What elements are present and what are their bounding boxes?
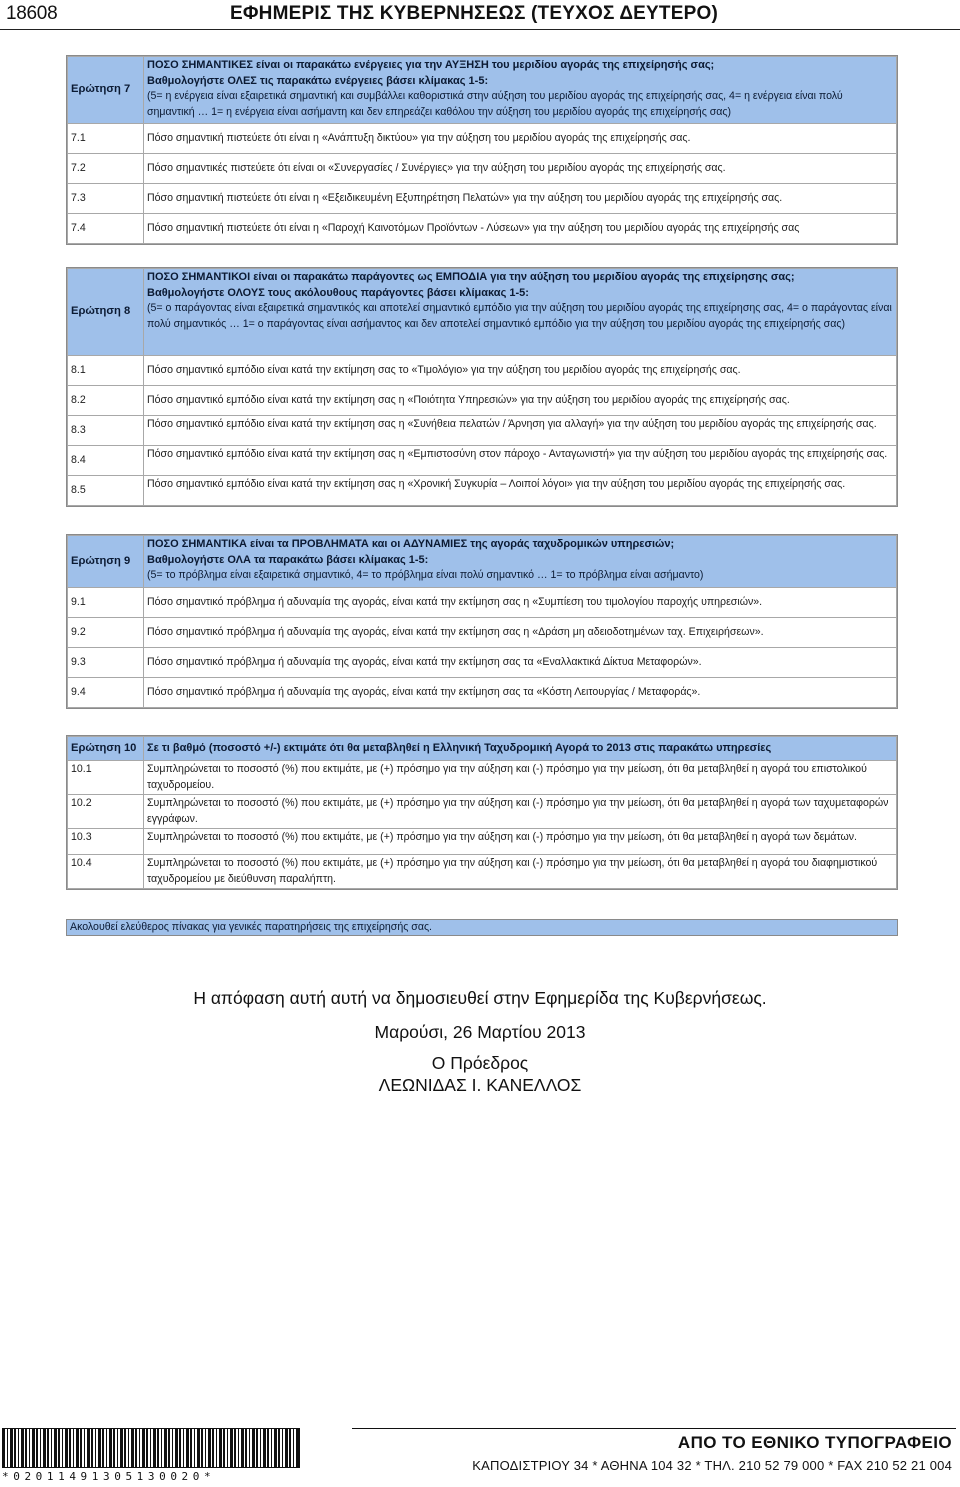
question-7-label: Ερώτηση 7 (68, 57, 144, 124)
question-7-scale: (5= η ενέργεια είναι εξαιρετικά σημαντική και συμβάλλει καθοριστικά στην αύξηση του μεριδίου αγοράς της επιχείρησής σας, 4= η ενέργεια είναι πολύ σημαντική … 1= η ενέργεια είναι ασήμαντη και δεν επηρεάζει καθόλου την αύξηση του μεριδίου αγοράς της επιχείρησής σας) (147, 90, 843, 118)
item-text: Πόσο σημαντική πιστεύετε ότι είναι η «Ανάπτυξη δικτύου» για την αύξηση του μεριδίου αγοράς της επιχείρησής σας. (144, 124, 897, 154)
printer-address: ΚΑΠΟΔΙΣΤΡΙΟΥ 34 * ΑΘΗΝΑ 104 32 * ΤΗΛ. 210 52 79 000 * FAX 210 52 21 004 (472, 1458, 952, 1473)
item-text: Πόσο σημαντικό πρόβλημα ή αδυναμία της αγοράς, είναι κατά την εκτίμηση σας η «Συμπίεση του τιμολογίου παροχής υπηρεσιών». (144, 588, 897, 618)
question-7-table (66, 55, 898, 245)
item-text: Πόσο σημαντικό εμπόδιο είναι κατά την εκτίμηση σας η «Συνήθεια πελατών / Άρνηση για αλλαγή» για την αύξηση του μεριδίου αγοράς της επιχείρησής σας. (144, 416, 897, 446)
item-text: Πόσο σημαντικές πιστεύετε ότι είναι οι «Συνεργασίες / Συνέργιες» για την αύξηση του μεριδίου αγοράς της επιχείρησής σας. (144, 154, 897, 184)
table-row (68, 124, 897, 154)
item-number: 7.2 (68, 154, 144, 184)
item-text: Πόσο σημαντικό πρόβλημα ή αδυναμία της αγοράς, είναι κατά την εκτίμηση σας η «Δράση μη αδειοδοτημένων ταχ. Επιχειρήσεων». (144, 618, 897, 648)
item-number: 8.2 (68, 386, 144, 416)
publication-statement: Η απόφαση αυτή αυτή να δημοσιευθεί στην Εφημερίδα της Κυβερνήσεως. (193, 988, 767, 1008)
table-row (68, 416, 897, 446)
item-text: Συμπληρώνεται το ποσοστό (%) που εκτιμάτε, με (+) πρόσημο για την αύξηση και (-) πρόσημο για την μείωση, ότι θα μεταβληθεί η αγορά των ταχυμεταφορών εγγράφων. (144, 795, 897, 829)
question-10-label: Ερώτηση 10 (68, 737, 144, 761)
question-10-prompt (144, 737, 897, 761)
table-row (68, 678, 897, 708)
question-9-header (68, 536, 897, 588)
item-number: 9.1 (68, 588, 144, 618)
table-row (68, 476, 897, 506)
item-number: 8.4 (68, 446, 144, 476)
table-row (68, 214, 897, 244)
page-number: 18608 (6, 3, 58, 24)
signatory-name: ΛΕΩΝΙΔΑΣ Ι. ΚΑΝΕΛΛΟΣ (378, 1075, 582, 1095)
item-number: 8.1 (68, 356, 144, 386)
item-text: Πόσο σημαντικό εμπόδιο είναι κατά την εκτίμηση σας η «Χρονική Συγκυρία – Λοιποί λόγοι» για την αύξηση του μεριδίου αγοράς της επιχείρησής σας. (144, 476, 897, 506)
question-8-header (68, 269, 897, 356)
item-number: 10.3 (68, 829, 144, 855)
question-9-line2: Βαθμολογήστε ΟΛΑ τα παρακάτω βάσει κλίμακας 1-5: (147, 553, 429, 566)
item-number: 10.2 (68, 795, 144, 829)
question-10-table (66, 735, 898, 890)
general-remarks-note: Ακολουθεί ελεύθερος πίνακας για γενικές παρατηρήσεις της επιχείρησής σας. (66, 919, 898, 936)
signatory-role: Ο Πρόεδρος (431, 1053, 529, 1073)
item-text: Πόσο σημαντικό πρόβλημα ή αδυναμία της αγοράς, είναι κατά την εκτίμηση σας τα «Κόστη Λειτουργίας / Μεταφοράς». (144, 678, 897, 708)
item-text: Συμπληρώνεται το ποσοστό (%) που εκτιμάτε, με (+) πρόσημο για την αύξηση και (-) πρόσημο για την μείωση, ότι θα μεταβληθεί η αγορά του διαφημιστικού ταχυδρομείου με διεύθυνση παραλήπτη. (144, 855, 897, 889)
question-10-header (68, 737, 897, 761)
question-8-line2: Βαθμολογήστε ΟΛΟΥΣ τους ακόλουθους παράγοντες βάσει κλίμακας 1-5: (147, 286, 529, 299)
item-number: 9.3 (68, 648, 144, 678)
item-number: 9.2 (68, 618, 144, 648)
table-row (68, 154, 897, 184)
item-text: Πόσο σημαντική πιστεύετε ότι είναι η «Εξειδικευμένη Εξυπηρέτηση Πελατών» για την αύξηση του μεριδίου αγοράς της επιχείρησής σας. (144, 184, 897, 214)
question-8-table (66, 267, 898, 507)
question-9-prompt (144, 536, 897, 588)
table-row (68, 855, 897, 889)
table-row (68, 761, 897, 795)
gazette-title: ΕΦΗΜΕΡΙΣ ΤΗΣ ΚΥΒΕΡΝΗΣΕΩΣ (ΤΕΥΧΟΣ ΔΕΥΤΕΡΟ) (230, 3, 718, 24)
item-number: 9.4 (68, 678, 144, 708)
item-number: 10.1 (68, 761, 144, 795)
item-number: 7.1 (68, 124, 144, 154)
question-9-table (66, 534, 898, 709)
question-7-line1: ΠΟΣΟ ΣΗΜΑΝΤΙΚΕΣ είναι οι παρακάτω ενέργειες για την ΑΥΞΗΣΗ του μεριδίου αγοράς της επιχείρησής σας; (147, 59, 715, 71)
question-8-scale: (5= ο παράγοντας είναι εξαιρετικά σημαντικός και αποτελεί σημαντικό εμπόδιο για την αύξηση του μεριδίου αγοράς της επιχείρησης σας, 4= ο παράγοντας είναι πολύ σημαντικός … 1= ο παράγοντας είναι ασήμαντος και δεν αποτελεί σημαντικό εμπόδιο για την αύξηση του μεριδίου αγοράς της επιχείρησής σας) (147, 302, 892, 330)
item-text: Πόσο σημαντικό εμπόδιο είναι κατά την εκτίμηση σας η «Εμπιστοσύνη στον πάροχο - Ανταγωνιστή» για την αύξηση του μεριδίου αγοράς της επιχείρησής σας. (144, 446, 897, 476)
question-7-line2: Βαθμολογήστε ΟΛΕΣ τις παρακάτω ενέργειες βάσει κλίμακας 1-5: (147, 74, 489, 87)
item-text: Πόσο σημαντικό εμπόδιο είναι κατά την εκτίμηση σας το «Τιμολόγιο» για την αύξηση του μεριδίου αγοράς της επιχείρησής σας. (144, 356, 897, 386)
table-row (68, 618, 897, 648)
printer-info (352, 1428, 956, 1478)
question-9-label: Ερώτηση 9 (68, 536, 144, 588)
item-text: Πόσο σημαντική πιστεύετε ότι είναι η «Παροχή Καινοτόμων Προϊόντων - Λύσεων» για την αύξηση του μεριδίου αγοράς της επιχείρησής σας (144, 214, 897, 244)
barcode-bars (2, 1428, 300, 1468)
question-7-header (68, 57, 897, 124)
table-row (68, 588, 897, 618)
place-date: Μαρούσι, 26 Μαρτίου 2013 (374, 1022, 586, 1042)
item-text: Πόσο σημαντικό πρόβλημα ή αδυναμία της αγοράς, είναι κατά την εκτίμηση σας τα «Εναλλακτικά Δίκτυα Μεταφορών». (144, 648, 897, 678)
table-row (68, 386, 897, 416)
table-row (68, 446, 897, 476)
page-header (0, 0, 960, 30)
barcode-digits: *02011491305130020* (2, 1470, 216, 1483)
item-number: 8.3 (68, 416, 144, 446)
question-9-line1: ΠΟΣΟ ΣΗΜΑΝΤΙΚΑ είναι τα ΠΡΟΒΛΗΜΑΤΑ και οι ΑΔΥΝΑΜΙΕΣ της αγοράς ταχυδρομικών υπηρεσιών; (147, 538, 675, 550)
question-7-prompt (144, 57, 897, 124)
table-row (68, 356, 897, 386)
item-number: 7.3 (68, 184, 144, 214)
question-8-label: Ερώτηση 8 (68, 269, 144, 356)
item-text: Συμπληρώνεται το ποσοστό (%) που εκτιμάτε, με (+) πρόσημο για την αύξηση και (-) πρόσημο για την μείωση, ότι θα μεταβληθεί η αγορά του επιστολικού ταχυδρομείου. (144, 761, 897, 795)
question-8-line1: ΠΟΣΟ ΣΗΜΑΝΤΙΚΟΙ είναι οι παρακάτω παράγοντες ως ΕΜΠΟΔΙΑ για την αύξηση του μεριδίου αγοράς της επιχείρησης σας; (147, 271, 795, 283)
question-8-prompt (144, 269, 897, 356)
question-9-scale: (5= το πρόβλημα είναι εξαιρετικά σημαντικό, 4= το πρόβλημα είναι πολύ σημαντικό … 1= το πρόβλημα είναι ασήμαντο) (147, 569, 704, 581)
item-number: 8.5 (68, 476, 144, 506)
item-number: 10.4 (68, 855, 144, 889)
table-row (68, 184, 897, 214)
barcode (2, 1428, 300, 1484)
table-row (68, 648, 897, 678)
item-text: Πόσο σημαντικό εμπόδιο είναι κατά την εκτίμηση σας η «Ποιότητα Υπηρεσιών» για την αύξηση του μεριδίου αγοράς της επιχείρησής σας. (144, 386, 897, 416)
table-row (68, 795, 897, 829)
item-text: Συμπληρώνεται το ποσοστό (%) που εκτιμάτε, με (+) πρόσημο για την αύξηση και (-) πρόσημο για την μείωση, ότι θα μεταβληθεί η αγορά των δεμάτων. (144, 829, 897, 855)
item-number: 7.4 (68, 214, 144, 244)
table-row (68, 829, 897, 855)
question-10-line1: Σε τι βαθμό (ποσοστό +/-) εκτιμάτε ότι θα μεταβληθεί η Ελληνική Ταχυδρομική Αγορά το 2013 στις παρακάτω υπηρεσίες (147, 741, 772, 754)
printer-name: ΑΠΟ ΤΟ ΕΘΝΙΚΟ ΤΥΠΟΓΡΑΦΕΙΟ (677, 1433, 952, 1452)
